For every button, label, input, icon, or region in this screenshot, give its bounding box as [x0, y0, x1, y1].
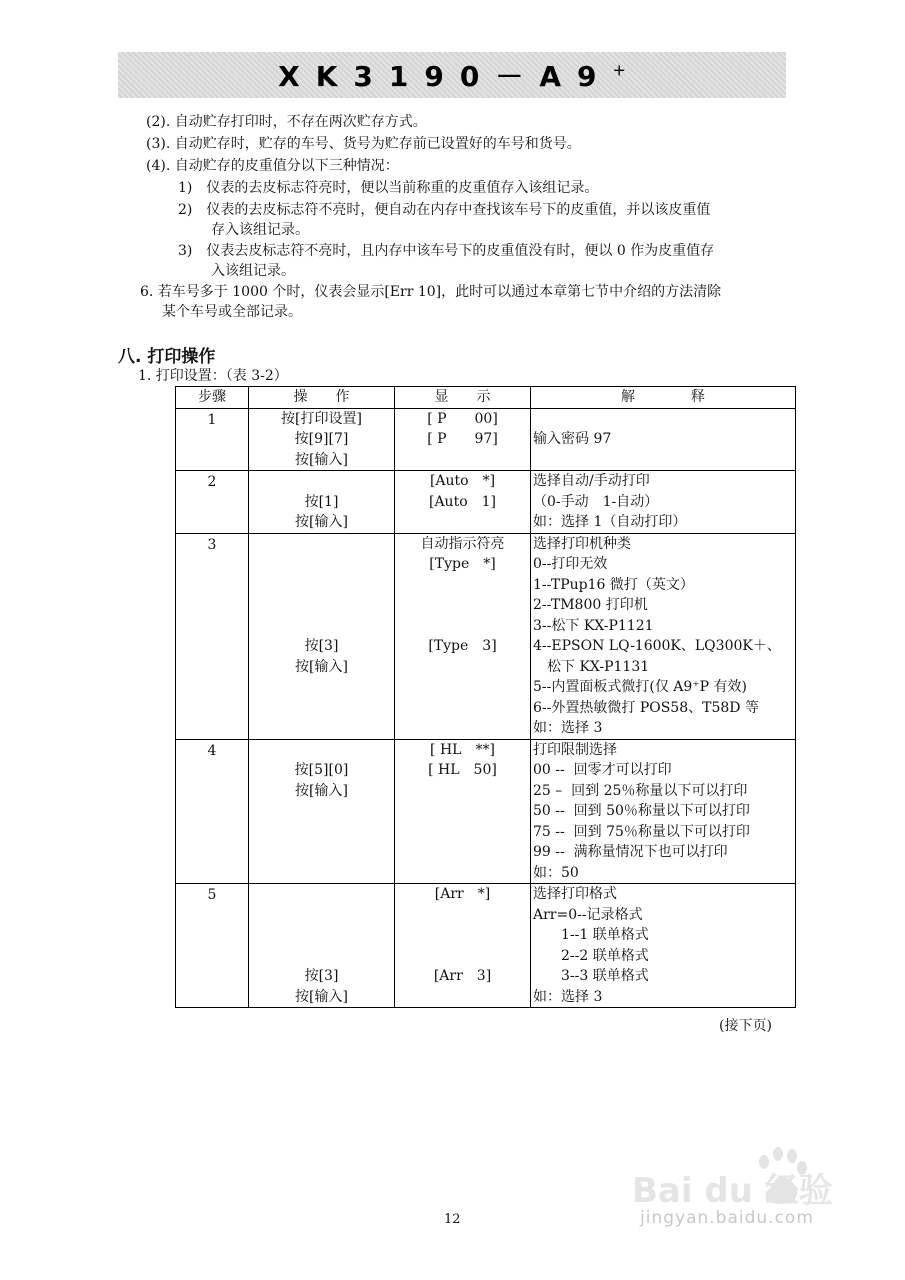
list-item: (2). 自动贮存打印时，不存在两次贮存方式。	[146, 114, 427, 130]
display-cell-line: [Auto 1]	[428, 493, 496, 510]
explanation-cell-line: 00 -- 回零才可以打印	[533, 762, 672, 778]
operation-cell	[249, 408, 395, 471]
explanation-cell-line: 如：选择 1（自动打印）	[533, 514, 687, 530]
doc-title: XK3190－A9+	[278, 60, 626, 93]
operation-cell	[249, 739, 395, 884]
display-cell-line: [ P 00]	[427, 410, 498, 427]
table-row	[176, 408, 796, 471]
explanation-cell	[531, 884, 796, 1008]
step-number: 2	[207, 474, 217, 490]
display-cell-line: [Auto *]	[429, 473, 496, 489]
table-row	[176, 533, 796, 739]
operation-cell	[249, 471, 395, 534]
explanation-cell-line: 4--EPSON LQ-1600K、LQ300K＋、	[533, 638, 781, 654]
display-cell-line	[395, 595, 530, 616]
display-cell-line	[395, 905, 530, 926]
operation-cell-line	[249, 616, 394, 637]
print-settings-table	[175, 386, 796, 1008]
operation-cell	[249, 884, 395, 1008]
operation-cell-line: 按[5][0]	[294, 762, 349, 778]
display-cell-line: [Arr 3]	[433, 968, 492, 984]
operation-cell-line	[249, 946, 394, 967]
explanation-cell-line: 选择打印机种类	[533, 535, 631, 552]
explanation-cell-line: 输入密码 97	[533, 431, 612, 447]
operation-cell-line	[249, 534, 394, 555]
operation-cell-line: 按[3]	[304, 638, 339, 654]
step-cell	[176, 884, 249, 1008]
display-cell	[395, 533, 531, 739]
sub-list-item: 1) 仪表的去皮标志符亮时，便以当前称重的皮重值存入该组记录。	[178, 180, 599, 196]
display-cell	[395, 884, 531, 1008]
table-header-cell: 解 释	[531, 387, 796, 409]
list-item: (3). 自动贮存时，贮存的车号、货号为贮存前已设置好的车号和货号。	[146, 136, 581, 152]
operation-cell-line	[249, 925, 394, 946]
display-cell-line: [ HL 50]	[428, 762, 497, 778]
explanation-cell-line: 如：选择 3	[533, 988, 603, 1005]
display-cell-line: [ P 97]	[427, 431, 498, 447]
explanation-cell-line: Arr=0--记录格式	[533, 906, 643, 923]
explanation-cell-line: 2--2 联单格式	[533, 947, 649, 964]
paragraph: 6. 若车号多于 1000 个时，仪表会显示[Err 10]，此时可以通过本章第七节中介绍的方法清除	[140, 284, 722, 300]
explanation-cell-line: 5--内置面板式微打(仅 A9⁺P 有效)	[533, 679, 748, 695]
explanation-cell-line: （0-手动 1-自动）	[533, 493, 659, 510]
explanation-cell-line: 2--TM800 打印机	[533, 597, 648, 613]
explanation-cell-line: 如：选择 3	[533, 720, 603, 736]
operation-cell-line	[249, 595, 394, 616]
table-header-row	[176, 387, 796, 409]
step-cell	[176, 471, 249, 534]
explanation-cell-line: 选择自动/手动打印	[533, 473, 650, 489]
step-cell	[176, 739, 249, 884]
operation-cell-line	[249, 905, 394, 926]
display-cell-line: [Arr *]	[434, 886, 491, 902]
display-cell-line: [Type *]	[429, 556, 496, 572]
step-number: 4	[207, 742, 217, 759]
explanation-cell-line: 打印限制选择	[533, 741, 617, 758]
display-cell-line	[395, 575, 530, 596]
display-cell-line	[395, 946, 530, 967]
explanation-cell-line: 3--3 联单格式	[533, 968, 649, 984]
table-row	[176, 471, 796, 534]
operation-cell-line: 按[输入]	[295, 451, 348, 468]
operation-cell-line: 按[3]	[304, 968, 339, 984]
explanation-cell-line: 1--TPup16 微打（英文）	[533, 576, 694, 593]
explanation-cell-line: 50 -- 回到 50％称量以下可以打印	[533, 803, 750, 819]
continue-note: (接下页)	[719, 1018, 772, 1034]
sub-list-item-cont: 存入该组记录。	[211, 222, 309, 238]
table-row	[176, 739, 796, 884]
operation-cell	[249, 533, 395, 739]
operation-cell-line: 按[输入]	[295, 658, 348, 675]
operation-cell-line: 按[输入]	[295, 782, 348, 799]
sub-list-item: 3) 仪表去皮标志符不亮时，且内存中该车号下的皮重值没有时，便以 0 作为皮重值存	[178, 243, 715, 259]
display-cell-line	[395, 925, 530, 946]
operation-cell-line	[249, 554, 394, 575]
table-caption: 1. 打印设置：（表 3-2）	[138, 368, 288, 384]
list-item: (4). 自动贮存的皮重值分以下三种情况：	[146, 158, 399, 174]
explanation-cell	[531, 408, 796, 471]
operation-cell-line	[249, 575, 394, 596]
step-cell	[176, 408, 249, 471]
watermark-brand: Bai du 经验	[632, 1171, 833, 1211]
header-banner	[118, 52, 786, 98]
page-number: 12	[444, 1212, 461, 1227]
explanation-cell-line: 99 -- 满称量情况下也可以打印	[533, 844, 728, 860]
table-header-cell: 操 作	[249, 387, 395, 409]
operation-cell-line: 按[1]	[304, 493, 339, 510]
watermark-url: jingyan.baidu.com	[640, 1208, 814, 1228]
operation-cell-line	[249, 740, 394, 761]
display-cell	[395, 739, 531, 884]
explanation-cell	[531, 471, 796, 534]
explanation-cell-line: 75 -- 回到 75％称量以下可以打印	[533, 823, 750, 840]
explanation-cell-line: 如：50	[533, 864, 579, 881]
sub-list-item-cont: 入该组记录。	[211, 263, 295, 279]
table-header-cell: 步骤	[176, 387, 249, 409]
step-number: 5	[207, 887, 217, 903]
display-cell-line	[395, 616, 530, 637]
section-title: 八. 打印操作	[118, 347, 216, 367]
explanation-cell-line: 25 – 回到 25％称量以下可以打印	[533, 782, 748, 799]
explanation-cell-line: 6--外置热敏微打 POS58、T58D 等	[533, 699, 759, 716]
operation-cell-line: 按[打印设置]	[281, 410, 362, 427]
operation-cell-line: 按[9][7]	[294, 431, 349, 447]
display-cell-line: [Type 3]	[428, 638, 497, 654]
operation-cell-line	[249, 471, 394, 492]
explanation-cell-line: 0--打印无效	[533, 556, 608, 572]
table-header-cell: 显 示	[395, 387, 531, 409]
operation-cell-line	[249, 884, 394, 905]
display-cell	[395, 471, 531, 534]
explanation-cell-line: 3--松下 KX-P1121	[533, 617, 654, 634]
sub-list-item: 2) 仪表的去皮标志符不亮时，便自动在内存中查找该车号下的皮重值，并以该皮重值	[178, 202, 711, 218]
display-cell	[395, 408, 531, 471]
explanation-cell	[531, 739, 796, 884]
explanation-cell	[531, 533, 796, 739]
step-number: 1	[207, 411, 217, 428]
explanation-cell-line: 选择打印格式	[533, 886, 617, 902]
explanation-cell-line: 1--1 联单格式	[533, 927, 649, 943]
table-row	[176, 884, 796, 1008]
step-number: 3	[207, 536, 217, 553]
explanation-cell-line: 松下 KX-P1131	[533, 658, 650, 675]
display-cell-line: 自动指示符亮	[420, 535, 505, 552]
paragraph-cont: 某个车号或全部记录。	[162, 304, 302, 320]
operation-cell-line: 按[输入]	[295, 988, 348, 1005]
step-cell	[176, 533, 249, 739]
operation-cell-line: 按[输入]	[295, 514, 348, 530]
display-cell-line: [ HL **]	[430, 741, 495, 758]
explanation-cell-line	[533, 409, 795, 430]
